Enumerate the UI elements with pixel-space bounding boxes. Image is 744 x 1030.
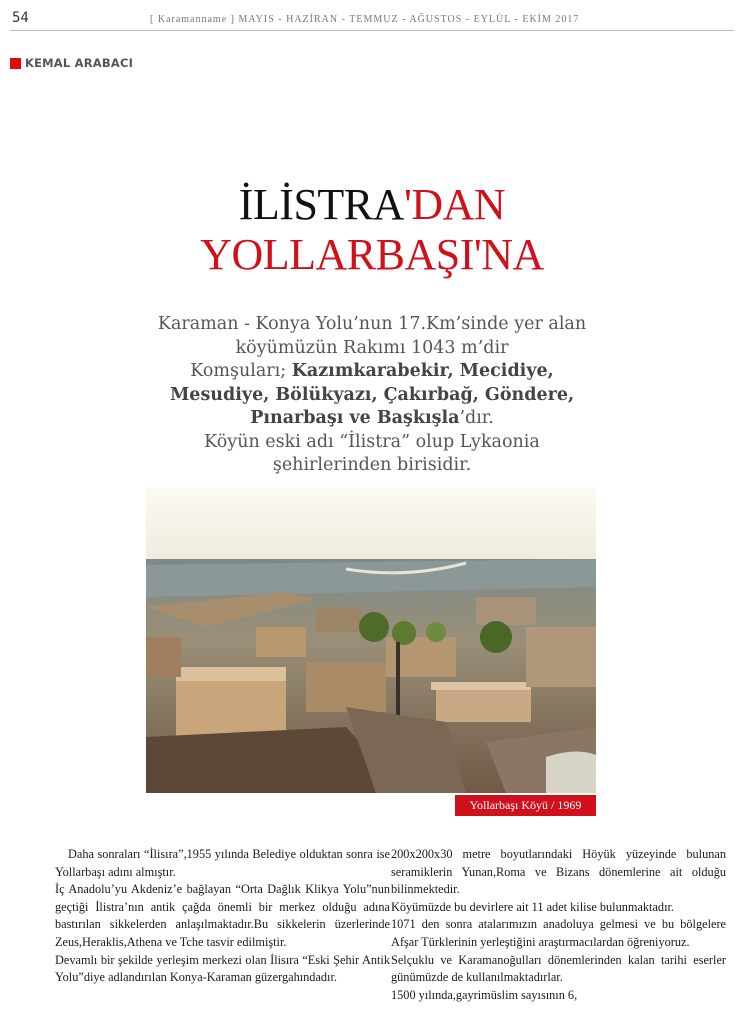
author-byline [10,56,133,70]
body-paragraph: Selçuklu ve Karamanoğulları dönemlerinden kalan tarihi eserler günümüzde de kullanılmaktadırlar. [391,952,726,985]
author-name: KEMAL ARABACI [25,56,134,70]
title-part-black: İLİSTRA [238,180,404,229]
intro-line: Köyün eski adı “İlistra” olup Lykaonia [204,431,540,452]
intro-paragraph [120,313,624,478]
body-paragraph: 1071 den sonra atalarımızın anadoluya gelmesi ve bu bölgelere Afşar Türklerinin yerleştiğini araştırmacılardan öğreniyoruz. [391,917,726,949]
body-paragraph: 200x200x30 metre boyutlarındaki Höyük yüzeyinde bulunan seramiklerin Yunan,Roma ve Bizans dönemlerine ait olduğu bilinmektedir. [391,847,726,897]
intro-bold: Pınarbaşı ve Başkışla [250,408,460,428]
intro-line [120,360,624,384]
photo-caption: Yollarbaşı Köyü / 1969 [455,795,596,816]
intro-line: Karaman - Konya Yolu’nun 17.Km’sinde yer alan [157,314,587,334]
intro-line: köyümüzün Rakımı 1043 m’dir [235,337,509,358]
article-title-line1 [0,180,744,230]
title-part-red: 'DAN [403,180,506,229]
body-paragraph: Daha sonraları “İlisıra”,1955 yılında Belediye olduktan sonra ise Yollarbaşı adını almıştır. [55,847,390,879]
intro-line: şehirlerinden birisidir. [272,455,472,475]
body-paragraph: 1500 yılında,gayrimüslim sayısının 6, [391,987,578,1002]
body-paragraph: Köyümüzde bu devirlere ait 11 adet kilise bulunmaktadır. [391,899,674,914]
red-square-icon [10,58,21,69]
running-head: [ Karamanname ] MAYIS - HAZİRAN - TEMMUZ - AĞUSTOS - EYLÜL - EKİM 2017 [150,14,580,25]
intro-line [120,407,624,431]
article-title-line2 [0,230,744,280]
header-divider [10,30,734,31]
intro-bold: Mesudiye, Bölükyazı, Çakırbağ, Göndere, [169,384,575,405]
body-column-left [55,846,390,987]
body-column-right [391,846,726,1004]
village-photo-illustration [146,487,596,793]
intro-plain: ’dır. [459,408,494,428]
body-paragraph: İç Anadolu’yu Akdeniz’e bağlayan “Orta Dağlık Klikya Yolu”nun geçtiği İlistra’nın antik çağda önemli bir merkez olduğu adına bastırılan sikkelerden anlaşılmaktadır.Bu sikkelerin üzerlerinde Zeus,Heraklis,Athena ve Tche tasvir edilmiştir. [55,882,390,949]
body-paragraph: Devamlı bir şekilde yerleşim merkezi olan İlisıra “Eski Şehir Antik Yolu”diye adlandırılan Konya-Karaman güzergahındadır. [55,952,390,985]
title-line2: YOLLARBAŞI'NA [200,230,544,279]
page-number: 54 [12,10,29,26]
intro-line [120,384,624,408]
intro-plain: Komşuları; [190,361,292,381]
intro-bold: Kazımkarabekir, Mecidiye, [291,361,554,381]
village-photo [146,487,596,793]
